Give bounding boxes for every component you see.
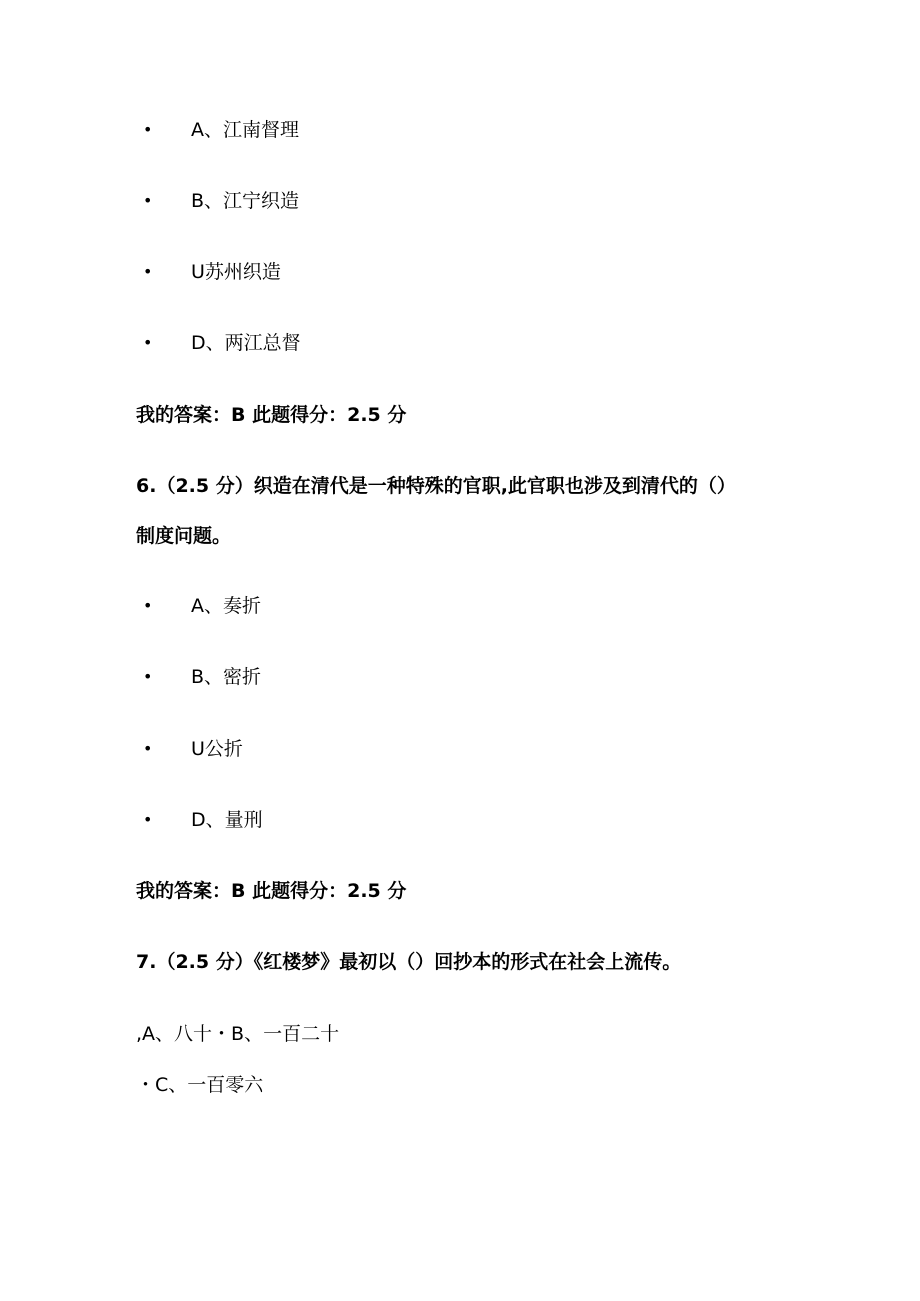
q5-option-b[interactable] <box>0 186 600 216</box>
option-label: A、奏折 <box>191 595 261 617</box>
q5-answer: 我的答案：B 此题得分：2.5 分 <box>136 404 407 426</box>
option-label: B、密折 <box>191 666 262 688</box>
q5-option-a[interactable] <box>0 115 600 145</box>
q6-option-a[interactable] <box>0 591 600 621</box>
option-label: A、江南督理 <box>191 119 299 141</box>
bullet-icon: • <box>143 333 153 352</box>
q5-option-d[interactable] <box>0 328 600 358</box>
bullet-icon: • <box>143 596 153 615</box>
bullet-icon: • <box>143 810 153 829</box>
bullet-icon: • <box>143 191 153 210</box>
q6-question-line1: 6.（2.5 分）织造在清代是一种特殊的官职,此官职也涉及到清代的（） <box>136 475 736 497</box>
option-label: D、量刑 <box>191 809 263 831</box>
option-label: D、两江总督 <box>191 332 301 354</box>
bullet-icon: • <box>143 739 153 758</box>
option-label: B、江宁织造 <box>191 190 300 212</box>
q6-option-c[interactable] <box>0 734 600 764</box>
q7-question-line1: 7.（2.5 分）《红楼梦》最初以（）回抄本的形式在社会上流传。 <box>136 951 682 973</box>
q7-options-line1[interactable]: ,A、八十・B、一百二十 <box>136 1023 340 1045</box>
option-label: U苏州织造 <box>191 261 281 283</box>
q6-question-line2: 制度问题。 <box>136 525 232 547</box>
q7-options-line2[interactable]: ・C、一百零六 <box>136 1074 264 1096</box>
bullet-icon: • <box>143 262 153 281</box>
q5-option-c[interactable] <box>0 257 600 287</box>
q6-option-d[interactable] <box>0 805 600 835</box>
bullet-icon: • <box>143 120 153 139</box>
bullet-icon: • <box>143 667 153 686</box>
q6-answer: 我的答案：B 此题得分：2.5 分 <box>136 880 407 902</box>
option-label: U公折 <box>191 738 243 760</box>
q6-option-b[interactable] <box>0 662 600 692</box>
